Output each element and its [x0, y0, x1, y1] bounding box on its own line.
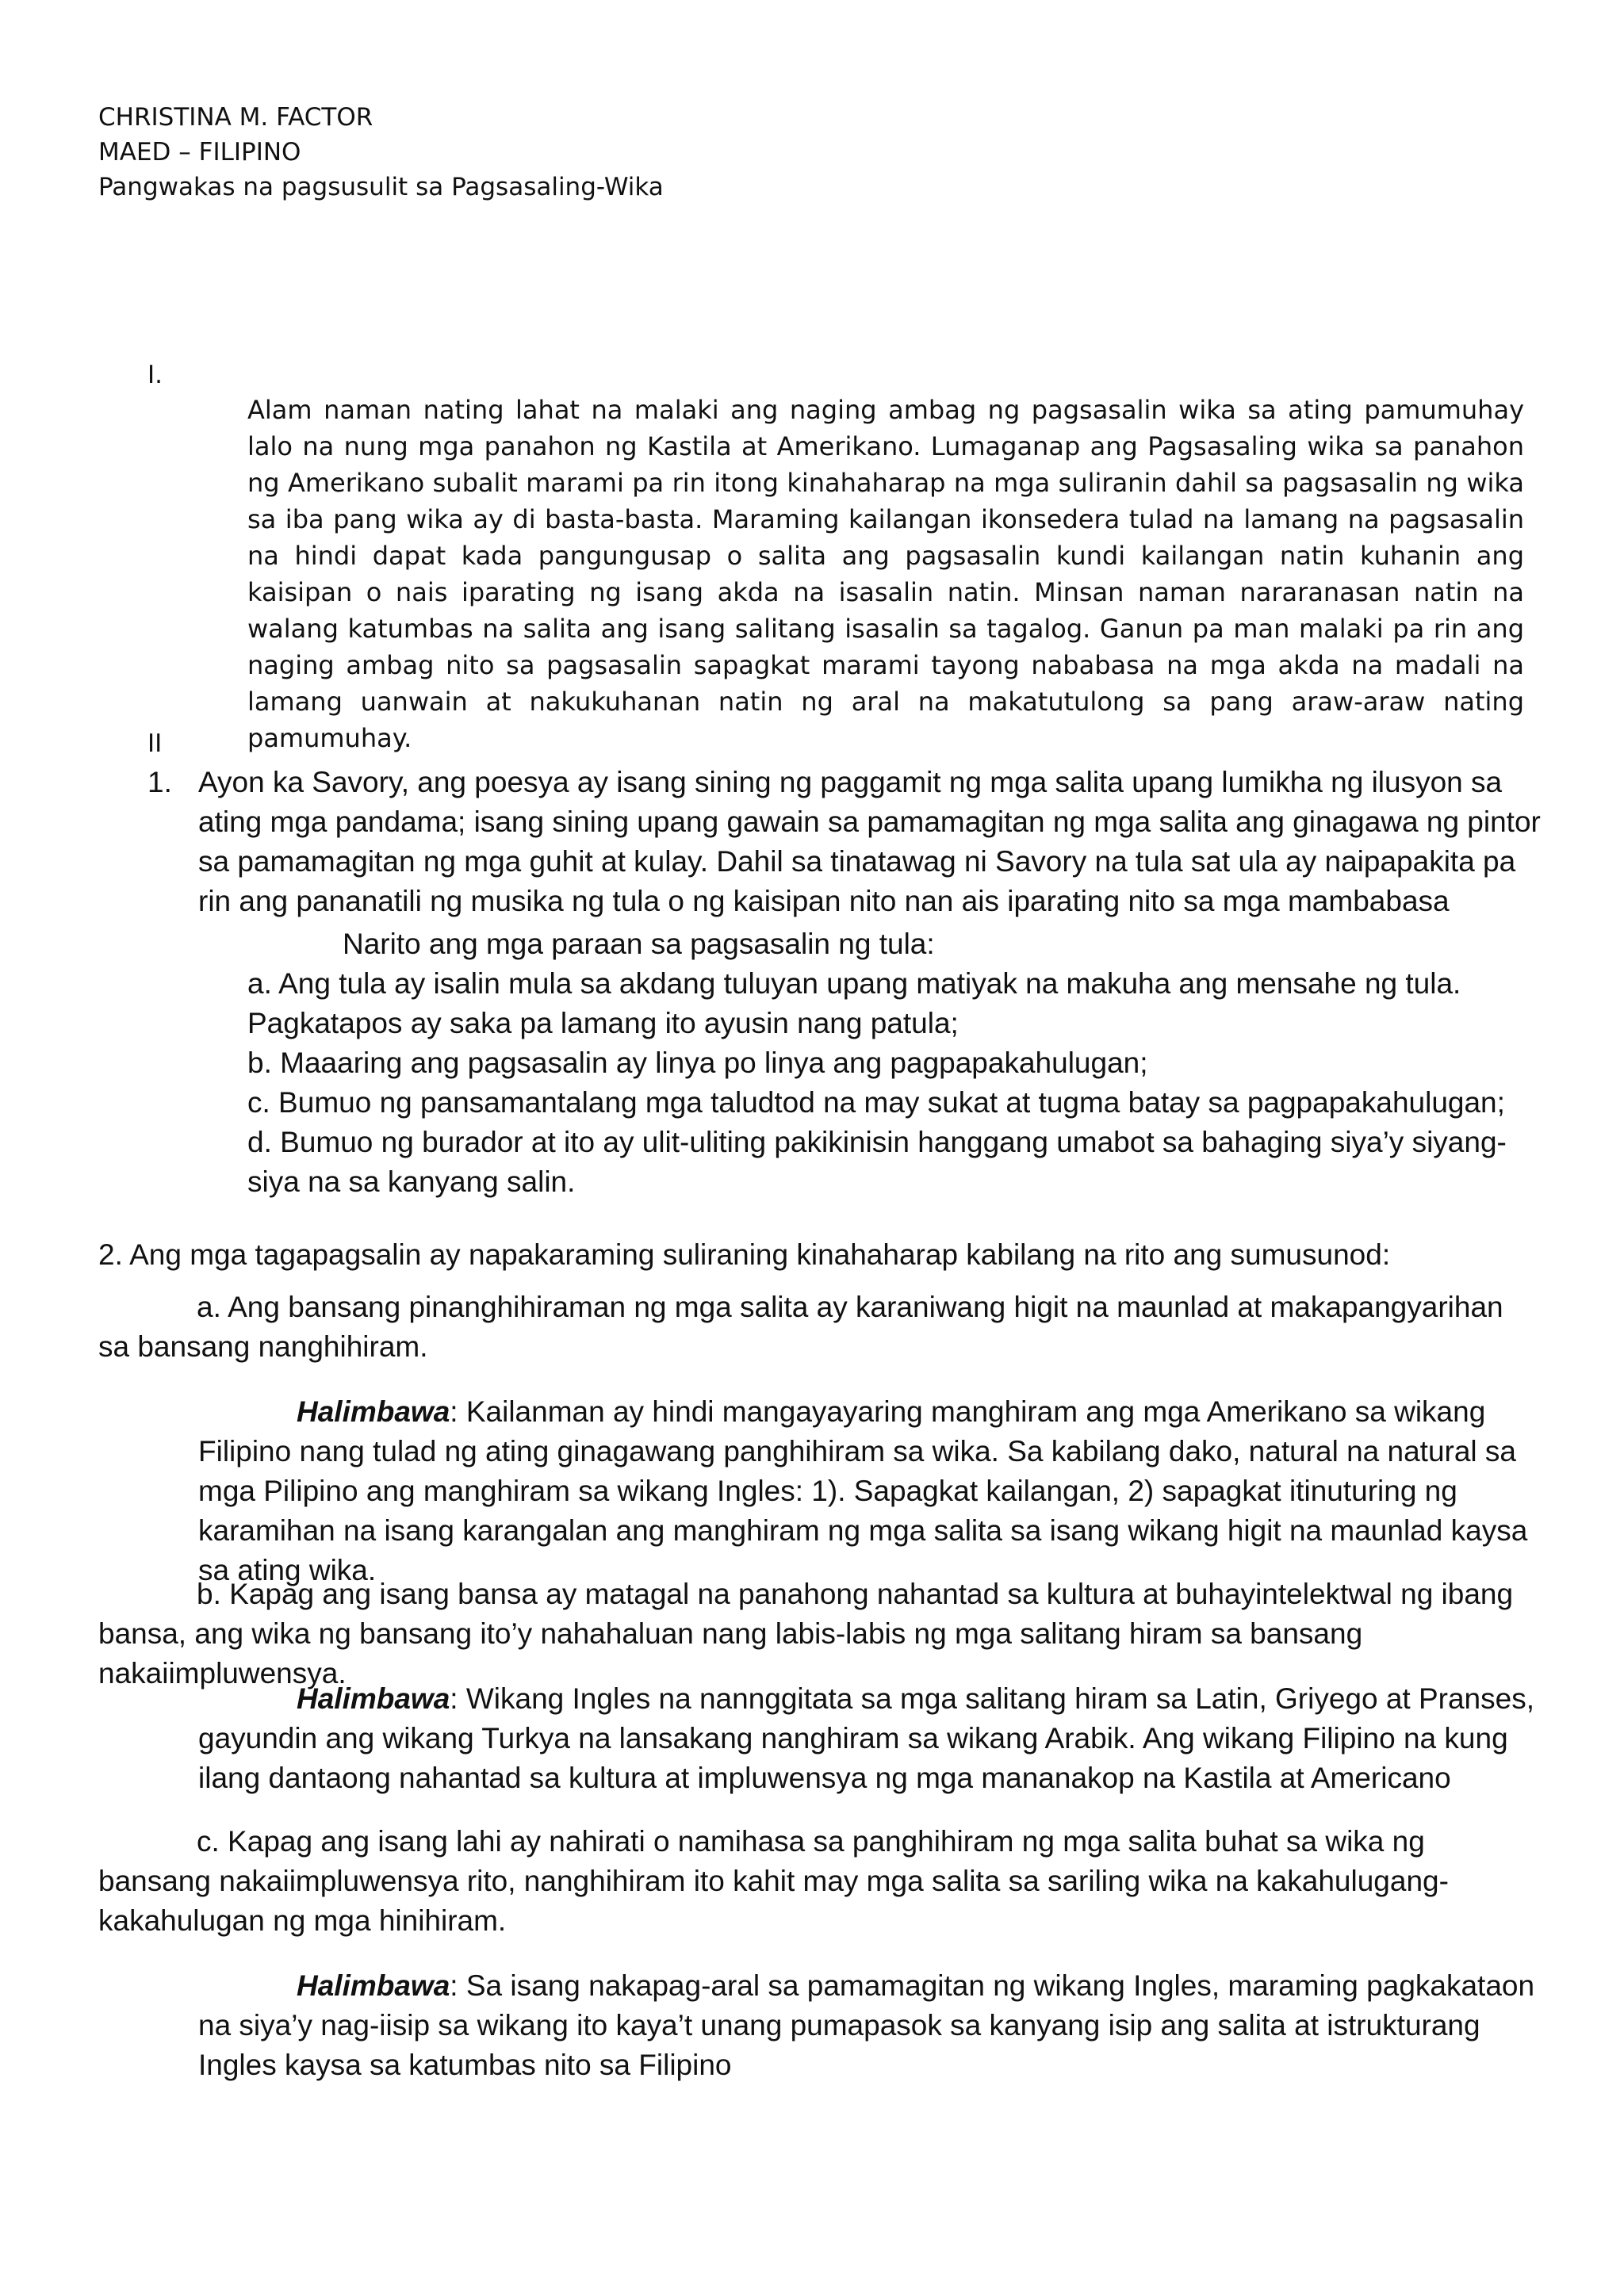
document-header — [98, 100, 664, 205]
section-1-label: I. — [147, 361, 163, 389]
question-1-number: 1. — [147, 766, 172, 798]
example-a-text: : Kailanman ay hindi mangayayaring manghiram ang mga Amerikano sa wikang Filipino nang tulad ng ating ginagawang panghihiram sa wika. Sa kabilang dako, natural na natural sa mga Pilipino ang manghiram sa wikang Ingles: 1). Sapagkat kailangan, 2) sapagkat itinuturing ng karamihan na isang karangalan ang manghiram ng mga salita sa isang wikang higit na maunlad kaysa sa ating wika. — [198, 1395, 1528, 1586]
example-label: Halimbawa — [297, 1395, 450, 1428]
example-c — [198, 1966, 1546, 2085]
example-label: Halimbawa — [297, 1682, 450, 1715]
problem-a — [98, 1288, 1526, 1367]
example-b-text: : Wikang Ingles na nannggitata sa mga salitang hiram sa Latin, Griyego at Pranses, gayundin ang wikang Turkya na lansakang nanghiram sa wikang Arabik. Ang wikang Filipino na kung ilang dantaong nahantad sa kultura at impluwensya ng mga mananakop na Kastila at Americano — [198, 1682, 1534, 1794]
problem-a-text: a. Ang bansang pinanghihiraman ng mga salita ay karaniwang higit na maunlad at makapangyarihan sa bansang nanghihiram. — [98, 1291, 1503, 1363]
methods-intro: Narito ang mga paraan sa pagsasalin ng tula: — [343, 928, 935, 960]
exam-title: Pangwakas na pagsusulit sa Pagsasaling-Wika — [98, 173, 664, 201]
problem-b-text: b. Kapag ang isang bansa ay matagal na panahong nahantad sa kultura at buhayintelektwal ng ibang bansa, ang wika ng bansang ito’y nahahaluan nang labis-labis ng mga salitang hiram sa bansang nakaiimpluwensya. — [98, 1578, 1514, 1689]
step-d: d. Bumuo ng burador at ito ay ulit-uliting pakikinisin hanggang umabot sa bahaging siya’y siyang-siya na sa kanyang salin. — [247, 1126, 1507, 1198]
course-name: MAED – FILIPINO — [98, 138, 301, 166]
step-c: c. Bumuo ng pansamantalang mga taludtod na may sukat at tugma batay sa pagpapakahulugan; — [247, 1086, 1505, 1119]
step-b: b. Maaaring ang pagsasalin ay linya po linya ang pagpapakahulugan; — [247, 1047, 1148, 1079]
problem-b — [98, 1575, 1526, 1693]
example-c-text: : Sa isang nakapag-aral sa pamamagitan ng wikang Ingles, maraming pagkakataon na siya’y nag-iisip sa wikang ito kaya’t unang pumapasok sa kanyang isip ang salita at istrukturang Ingles kaysa sa katumbas nito sa Filipino — [198, 1969, 1535, 2081]
example-label: Halimbawa — [297, 1969, 450, 2002]
example-a — [198, 1392, 1546, 1590]
problem-c-text: c. Kapag ang isang lahi ay nahirati o namihasa sa panghihiram ng mga salita buhat sa wika ng bansang nakaiimpluwensya rito, nanghihiram ito kahit may mga salita sa sariling wika na kakahulugang-kakahulugan ng mga hinihiram. — [98, 1825, 1449, 1937]
step-a: a. Ang tula ay isalin mula sa akdang tuluyan upang matiyak na makuha ang mensahe ng tula. Pagkatapos ay saka pa lamang ito ayusin nang patula; — [247, 967, 1461, 1039]
author-name: CHRISTINA M. FACTOR — [98, 103, 373, 132]
problem-c — [98, 1822, 1526, 1941]
question-2-intro: 2. Ang mga tagapagsalin ay napakaraming suliraning kinahaharap kabilang na rito ang sumusunod: — [98, 1238, 1391, 1271]
section-2-label: II — [147, 729, 163, 758]
translation-steps — [247, 964, 1548, 1202]
example-b — [198, 1679, 1546, 1798]
question-1-text: Ayon ka Savory, ang poesya ay isang sining ng paggamit ng mga salita upang lumikha ng ilusyon sa ating mga pandama; isang sining upang gawain sa pamamagitan ng mga salita ang ginagawa ng pintor sa pamamagitan ng mga guhit at kulay. Dahil sa tinatawag ni Savory na tula sat ula ay naipapakita pa rin ang pananatili ng musika ng tula o ng kaisipan nito nan ais iparating nito sa mga mambabasa — [198, 766, 1541, 917]
section-1-paragraph: Alam naman nating lahat na malaki ang naging ambag ng pagsasalin wika sa ating pamumuhay lalo na nung mga panahon ng Kastila at Amerikano. Lumaganap ang Pagsasaling wika sa panahon ng Amerikano subalit marami pa rin itong kinahaharap na mga suliranin dahil sa pagsasalin ng wika sa iba pang wika ay di basta-basta. Maraming kailangan ikonsedera tulad na lamang na pagsasalin na hindi dapat kada pangungusap o salita ang pagsasalin kundi kailangan natin kuhanin ang kaisipan o nais iparating ng isang akda na isasalin natin. Minsan naman nararanasan natin na walang katumbas na salita ang isang salitang isasalin sa tagalog. Ganun pa man malaki pa rin ang naging ambag nito sa pagsasalin sapagkat marami tayong nababasa na mga akda na madali na lamang uanwain at nakukuhanan natin ng aral na makatutulong sa pang araw-araw nating pamumuhay. — [247, 395, 1524, 753]
